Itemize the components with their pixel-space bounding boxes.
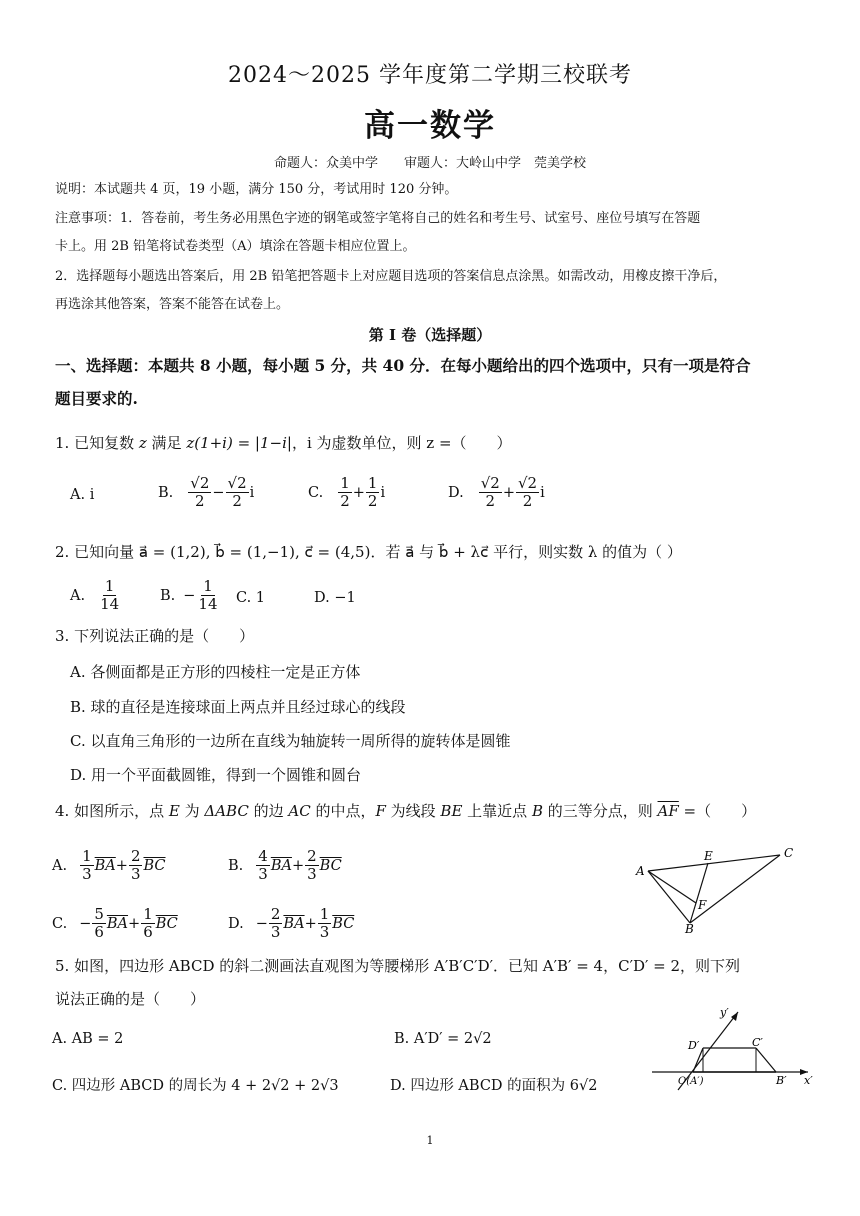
q4-option-a: A. $\frac{1}{3}$ $\overline{BA}$ + $\frac{2}{3}$ $\overline{BC}$	[52, 847, 166, 883]
q1-option-c: C. $\frac{1}{2}$ + $\frac{1}{2}$ i	[308, 474, 386, 510]
label-c: C′	[752, 1036, 763, 1049]
volume-heading: 第 I 卷（选择题）	[368, 326, 492, 344]
q1-stem: 1. 已知复数 z 满足 z(1+i) = |1−i|，i 为虚数单位，则 z =（ ）	[55, 434, 512, 452]
q4-triangle-figure	[630, 845, 800, 935]
q5-stem-2: 说法正确的是（ ）	[55, 990, 206, 1008]
q5-stem-1: 5. 如图，四边形 ABCD 的斜二测画法直观图为等腰梯形 A′B′C′D′．已知 A′B′ = 4，C′D′ = 2，则下列	[55, 957, 741, 975]
q2-option-d: D. −1	[314, 590, 356, 606]
note-2a: 2．选择题每小题选出答案后，用 2B 铅笔把答题卡上对应题目选项的答案信息点涂黑。如需改动，用橡皮擦干净后，	[55, 269, 727, 284]
segment-ab	[648, 871, 690, 923]
q5-option-d: D. 四边形 ABCD 的面积为 6√2	[390, 1078, 598, 1094]
segment-c-b	[756, 1048, 776, 1072]
q5-option-b: B. A′D′ = 2√2	[394, 1031, 492, 1047]
q3-option-c: C. 以直角三角形的一边所在直线为轴旋转一周所得的旋转体是圆锥	[70, 732, 511, 750]
label-o-a: O(A′)	[678, 1076, 704, 1087]
page-number: 1	[426, 1134, 434, 1147]
segment-af	[648, 871, 696, 903]
label-a: A	[636, 864, 645, 878]
intro-note: 说明：本试题共 4 页，19 小题，满分 150 分，考试用时 120 分钟。	[55, 182, 458, 197]
q3-option-b: B. 球的直径是连接球面上两点并且经过球心的线段	[70, 698, 406, 716]
part1-heading-a: 一、选择题：本题共 8 小题，每小题 5 分，共 40 分．在每小题给出的四个选项中，只有一项是符合	[55, 356, 751, 375]
q1-option-a: A. i	[70, 487, 95, 503]
note-2b: 再选涂其他答案，答案不能答在试卷上。	[55, 297, 290, 312]
label-x: x′	[804, 1074, 813, 1087]
segment-ac	[648, 855, 780, 871]
q3-option-a: A. 各侧面都是正方形的四棱柱一定是正方体	[70, 663, 361, 681]
q2-option-c: C. 1	[236, 590, 266, 606]
label-e: E	[704, 849, 713, 863]
segment-bc	[690, 855, 780, 923]
label-d: D′	[688, 1039, 700, 1052]
q4-option-d: D. − $\frac{2}{3}$ $\overline{BA}$ + $\frac{1}{3}$ $\overline{BC}$	[228, 905, 355, 941]
q1-option-d: D. $\frac{√2}{2}$ + $\frac{√2}{2}$ i	[448, 474, 545, 510]
q1-option-b: B. $\frac{√2}{2}$ − $\frac{√2}{2}$ i	[158, 474, 255, 510]
q5-option-a: A. AB = 2	[52, 1031, 124, 1047]
label-b: B′	[776, 1074, 787, 1087]
label-b: B	[685, 922, 694, 935]
q4-option-b: B. $\frac{4}{3}$ $\overline{BA}$ + $\frac{2}{3}$ $\overline{BC}$	[228, 847, 342, 883]
q5-option-c: C. 四边形 ABCD 的周长为 4 + 2√2 + 2√3	[52, 1078, 339, 1094]
q2-option-a: A. $\frac{1}{14}$	[70, 577, 120, 613]
exam-title: 2024～2025 学年度第二学期三校联考	[228, 63, 632, 88]
segment-be	[690, 863, 708, 923]
subject-title: 高一数学	[364, 108, 496, 144]
note-1a: 注意事项：1．答卷前，考生务必用黑色字迹的钢笔或签字笔将自己的姓名和考生号、试室号、座位号填写在答题	[55, 211, 701, 226]
label-f: F	[698, 898, 707, 912]
label-c: C	[784, 846, 794, 860]
q4-option-c: C. − $\frac{5}{6}$ $\overline{BA}$ + $\frac{1}{6}$ $\overline{BC}$	[52, 905, 178, 941]
label-y: y′	[720, 1006, 729, 1019]
q2-stem: 2. 已知向量 a⃗ = (1,2), b⃗ = (1,−1), c⃗ = (4,5)．若 a⃗ 与 b⃗ + λc⃗ 平行，则实数 λ 的值为（ ）	[55, 543, 682, 561]
q2-option-b: B. − $\frac{1}{14}$	[160, 577, 218, 613]
q3-stem: 3. 下列说法正确的是（ ）	[55, 627, 255, 645]
q5-trapezoid-figure	[648, 1004, 816, 1094]
part1-heading-b: 题目要求的.	[55, 389, 138, 408]
q4-stem: 4. 如图所示，点 E 为 ΔABC 的边 AC 的中点，F 为线段 BE 上靠近点 B 的三等分点，则 $\overline{AF}$ =（ ）	[55, 802, 757, 820]
authors-line: 命题人：众美中学 审题人：大岭山中学 莞美学校	[273, 156, 586, 171]
note-1b: 卡上。用 2B 铅笔将试卷类型（A）填涂在答题卡相应位置上。	[55, 239, 416, 254]
q3-option-d: D. 用一个平面截圆锥，得到一个圆锥和圆台	[70, 766, 362, 784]
